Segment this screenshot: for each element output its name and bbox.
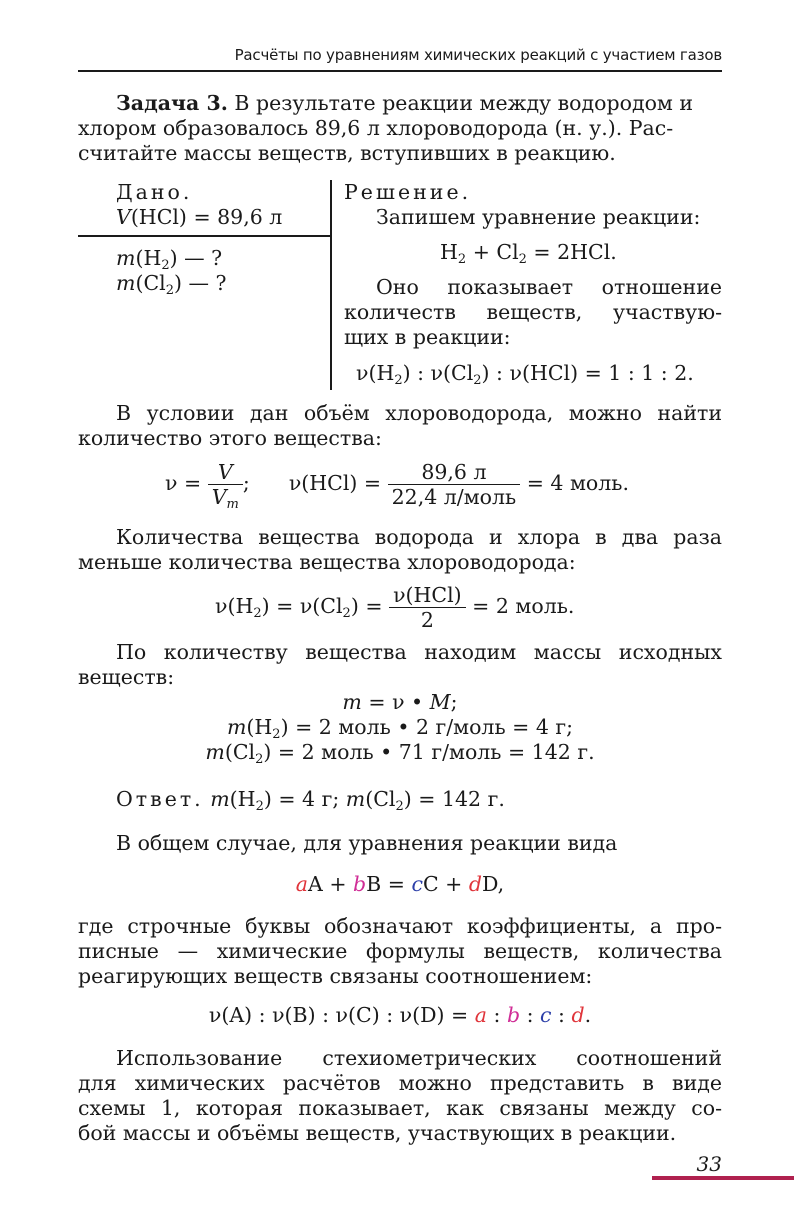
formula-part: = ν • [361, 690, 430, 714]
formula-part: ; [242, 471, 250, 495]
paragraph-5-line-2: писные — химические формулы веществ, количества [78, 939, 722, 963]
subscript: 2 [473, 373, 482, 388]
formula-amount [165, 460, 629, 512]
formula-part: ) : ν(HCl) = 1 : 1 : 2. [481, 361, 694, 385]
formula-part: (Cl [135, 271, 166, 295]
given-label: Дано. [116, 180, 193, 204]
volume-value: (HCl) = 89,6 л [130, 205, 283, 229]
paragraph-2-line-2: меньше количества вещества хлороводорода: [78, 550, 576, 574]
paragraph-6-line-1: Использование стехиометрических соотношений [116, 1046, 722, 1070]
subscript: 2 [518, 252, 527, 267]
coefficient-c: c [540, 1003, 552, 1027]
subscript: m [226, 497, 239, 512]
formula-part: : [486, 1003, 507, 1027]
formula-part: (Cl [365, 787, 396, 811]
task-line-3: считайте массы веществ, вступивших в реакцию. [78, 141, 616, 165]
fraction-numerator: ν(HCl) [393, 583, 462, 607]
formula-part: = 4 моль. [526, 471, 629, 495]
paragraph-5-line-3: реагирующих веществ связаны соотношением: [78, 964, 593, 988]
fraction-denominator: 22,4 л/моль [388, 484, 521, 509]
running-header: Расчёты по уравнениям химических реакций с участием газов [234, 46, 722, 64]
formula-part: ) = 2 моль • 2 г/моль = 4 г; [280, 715, 574, 739]
stoichiometric-ratio [356, 361, 694, 386]
formula-part: = 2 моль. [472, 594, 575, 618]
formula-part: V [211, 485, 227, 509]
paragraph-4-line-1: В общем случае, для уравнения реакции вида [116, 831, 618, 855]
fraction-numerator: V [217, 460, 233, 484]
solution-line-1: Запишем уравнение реакции: [376, 205, 701, 229]
formula-part: ) = [350, 594, 383, 618]
task-line-2: хлором образовалось 89,6 л хлороводорода (н. у.). Рас- [78, 116, 674, 140]
answer-label: Ответ. [116, 787, 204, 811]
formula-half-amount [215, 583, 574, 632]
paragraph-1-line-1: В условии дан объём хлороводорода, можно найти [116, 401, 722, 425]
solution-text-1: Оно показывает отношение [376, 275, 722, 299]
mass-symbol: m [116, 246, 136, 270]
subscript: 2 [272, 727, 281, 742]
coefficient-b: b [353, 872, 367, 896]
coefficient-b: b [506, 1003, 521, 1027]
mass-symbol: m [116, 271, 136, 295]
paragraph-3-line-2: веществ: [78, 665, 175, 689]
formula-mass-h2 [78, 715, 722, 740]
given-volume [116, 205, 282, 230]
paragraph-6-line-2: для химических расчётов можно представить в виде [78, 1071, 722, 1095]
coefficient-a: a [474, 1003, 487, 1027]
answer-line [116, 787, 505, 812]
formula-part: : [551, 1003, 572, 1027]
footer-accent-bar [652, 1176, 794, 1180]
formula-part: + Cl [466, 240, 519, 264]
subscript: 2 [255, 799, 264, 814]
fraction-v-over-vm [208, 460, 243, 512]
formula-part: (H [135, 246, 162, 270]
find-mass-h2 [116, 246, 222, 271]
subscript: 2 [255, 752, 264, 767]
formula-part: ) — ? [173, 271, 227, 295]
fraction-denominator: 2 [389, 607, 466, 632]
formula-part: m [210, 787, 230, 811]
paragraph-1-line-2: количество этого вещества: [78, 426, 382, 450]
paragraph-3-line-1: По количеству вещества находим массы исходных [116, 640, 722, 664]
formula-part: M [429, 690, 451, 714]
subscript: 2 [165, 283, 174, 298]
formula-part: : [520, 1003, 541, 1027]
header-rule [78, 70, 722, 72]
formula-part: (H [246, 715, 273, 739]
coefficient-d: d [571, 1003, 585, 1027]
formula-part: (Cl [224, 740, 256, 764]
formula-mass-cl2 [78, 740, 722, 765]
formula-part: ) = 142 г. [403, 787, 505, 811]
coefficient-c: c [411, 872, 423, 896]
coefficient-d: d [468, 872, 482, 896]
subscript: 2 [394, 373, 403, 388]
formula-part: m [345, 787, 366, 811]
paragraph-6-line-3: схемы 1, которая показывает, как связаны между со- [78, 1096, 722, 1120]
formula-part: ) : ν(Cl [402, 361, 474, 385]
find-mass-cl2 [116, 271, 227, 296]
paragraph-5-line-1: где строчные буквы обозначают коэффициенты, а про- [78, 914, 722, 938]
subscript: 2 [161, 258, 170, 273]
given-rule [78, 235, 330, 237]
paragraph-2-line-1: Количества вещества водорода и хлора в два раза [116, 525, 722, 549]
subscript: 2 [253, 606, 262, 621]
solution-text-3: щих в реакции: [344, 325, 511, 349]
formula-part: ν(HCl) = [288, 471, 382, 495]
formula-part: A + [308, 872, 354, 896]
formula-part: (H [229, 787, 256, 811]
formula-part: . [584, 1003, 592, 1027]
formula-part: ν(H [356, 361, 395, 385]
volume-symbol: V [116, 205, 131, 229]
given-solution-divider [330, 180, 332, 390]
subscript: 2 [457, 252, 467, 267]
formula-part: m [226, 715, 247, 739]
fraction-volume [388, 460, 521, 509]
general-equation [78, 872, 722, 897]
formula-part: ) — ? [169, 246, 223, 270]
paragraph-6-line-4: бой массы и объёмы веществ, участвующих в реакции. [78, 1121, 677, 1145]
task-paragraph [78, 91, 722, 116]
formula-part: m [205, 740, 225, 764]
solution-text-2: количеств веществ, участвую- [344, 300, 722, 324]
task-line-1: В результате реакции между водородом и [234, 91, 694, 115]
formula-part: ν = [165, 471, 202, 495]
subscript: 2 [342, 606, 351, 621]
formula-part: m [342, 690, 362, 714]
task-label: Задача 3. [116, 91, 228, 115]
formula-part: ν(A) : ν(B) : ν(C) : ν(D) = [208, 1003, 475, 1027]
formula-part: = 2HCl. [526, 240, 617, 264]
formula-part: ; [450, 690, 458, 714]
formula-part: H [440, 240, 458, 264]
coefficient-a: a [295, 872, 309, 896]
formula-part: B = [366, 872, 412, 896]
solution-label: Решение. [344, 180, 472, 204]
formula-part: C + [422, 872, 469, 896]
formula-part: D, [481, 872, 505, 896]
formula-mass-general [78, 690, 722, 715]
fraction-denominator [208, 484, 243, 512]
fraction-hcl-half [389, 583, 466, 632]
formula-part: ν(H [215, 594, 254, 618]
formula-part: ) = ν(Cl [261, 594, 343, 618]
formula-part: ) = 2 моль • 71 г/моль = 142 г. [263, 740, 595, 764]
page-number: 33 [696, 1152, 722, 1176]
formula-part: ) = 4 г; [263, 787, 346, 811]
fraction-numerator: 89,6 л [421, 460, 487, 484]
subscript: 2 [395, 799, 404, 814]
general-ratio [78, 1003, 722, 1028]
reaction-equation [440, 240, 617, 265]
